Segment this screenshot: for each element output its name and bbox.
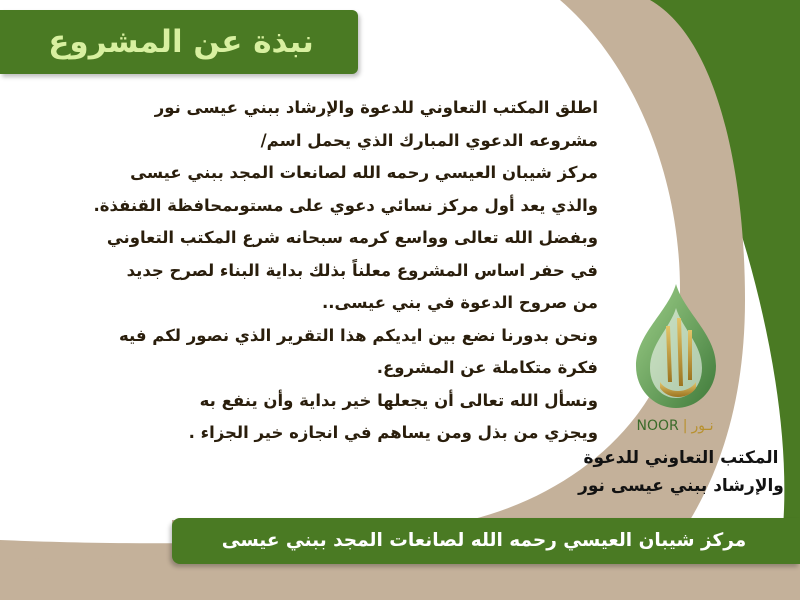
logo-caption-arabic: نـور xyxy=(691,418,714,434)
logo-caption-separator: | xyxy=(682,418,688,434)
organization-name-line: والإرشاد ببني عيسى نور xyxy=(578,476,784,496)
description-line: في حفر اساس المشروع معلناً بذلك بداية البناء لصرح جديد xyxy=(126,260,598,280)
noor-drop-logo-icon xyxy=(632,282,720,412)
description-line: والذي يعد أول مركز نسائي دعوي على مستوىمحافظة القنفذة. xyxy=(93,195,598,215)
description-line: فكرة متكاملة عن المشروع. xyxy=(376,358,598,377)
organization-name-line: المكتب التعاوني للدعوة xyxy=(583,448,779,468)
description-line: وبفضل الله تعالى وواسع كرمه سبحانه شرع المكتب التعاوني xyxy=(106,228,598,247)
description-line: ونحن بدورنا نضع بين ايديكم هذا التقرير الذي نصور لكم فيه xyxy=(118,325,598,345)
title-banner xyxy=(0,10,358,74)
description-line: ونسأل الله تعالى أن يجعلها خير بداية وأن ينفع به xyxy=(199,390,598,410)
footer-banner xyxy=(172,518,800,564)
description-line: مشروعه الدعوي المبارك الذي يحمل اسم/ xyxy=(260,130,598,150)
logo-caption xyxy=(610,418,740,440)
page-title: نبذة عن المشروع xyxy=(48,24,314,60)
description-line: من صروح الدعوة في بني عيسى.. xyxy=(321,293,598,312)
description-line: ويجزي من بذل ومن يساهم في انجازه خير الجزاء . xyxy=(188,423,598,442)
description-line: اطلق المكتب التعاوني للدعوة والإرشاد ببني عيسى نور xyxy=(154,98,598,117)
logo-caption-latin: NOOR xyxy=(636,418,679,434)
organization-name xyxy=(570,444,792,500)
description-line: مركز شيبان العيسي رحمه الله لصانعات المجد ببني عيسى xyxy=(130,163,598,182)
project-description xyxy=(18,92,598,450)
footer-center-name: مركز شيبان العيسي رحمه الله لصانعات المجد ببني عيسى xyxy=(221,530,747,551)
